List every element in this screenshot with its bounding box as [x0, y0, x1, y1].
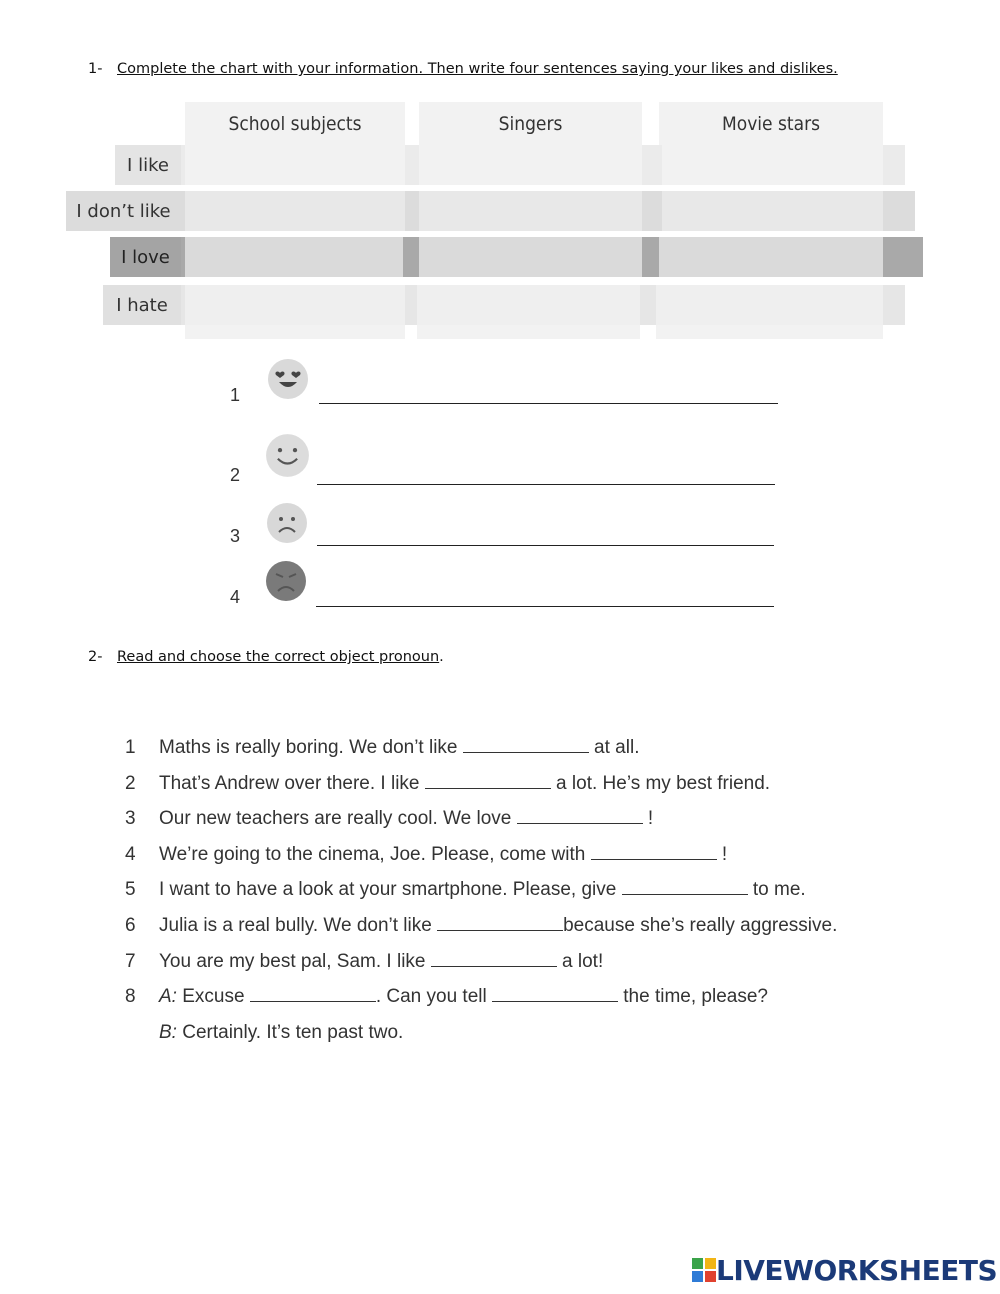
cell-dont-like-movie[interactable] — [662, 191, 883, 231]
sentence-number: 1 — [230, 385, 241, 405]
item-number: 1 — [125, 737, 136, 758]
item-8b: B: Certainly. It’s ten past two. — [159, 1022, 404, 1043]
cell-like-school[interactable] — [185, 145, 405, 185]
frowning-face-icon — [266, 502, 308, 544]
item-6: Julia is a real bully. We don’t like because she’s really aggressive. — [159, 915, 838, 936]
angry-face-icon — [265, 560, 307, 602]
exercise-2-instruction-text: Read and choose the correct object pronoun — [117, 649, 440, 665]
answer-line-2[interactable] — [317, 484, 775, 485]
cell-love-school[interactable] — [185, 237, 403, 277]
exercise-1-instruction: 1- Complete the chart with your information. Then write four sentences saying your likes and dislikes. — [88, 61, 838, 77]
row-label-hate: I hate — [103, 285, 181, 325]
sentence-number: 3 — [230, 526, 241, 546]
column-header-singers: Singers — [419, 102, 642, 146]
sentence-number: 2 — [230, 465, 241, 485]
column-header-movie-stars: Movie stars — [659, 102, 883, 146]
cell-dont-like-school[interactable] — [185, 191, 405, 231]
item-3: Our new teachers are really cool. We love ! — [159, 808, 654, 829]
chart-column-foot — [417, 325, 640, 339]
answer-line-4[interactable] — [316, 606, 774, 607]
blank[interactable] — [517, 808, 643, 824]
speaker-b: B: — [159, 1022, 177, 1043]
item-number: 7 — [125, 951, 136, 972]
item-number: 4 — [125, 844, 136, 865]
row-label-love: I love — [110, 237, 181, 277]
item-5: I want to have a look at your smartphone. Please, give to me. — [159, 879, 806, 900]
speaker-a: A: — [159, 986, 177, 1007]
answer-line-3[interactable] — [317, 545, 774, 546]
cell-hate-movie[interactable] — [656, 285, 883, 325]
blank[interactable] — [437, 915, 563, 931]
cell-hate-school[interactable] — [185, 285, 405, 325]
item-1: Maths is really boring. We don’t like at all. — [159, 737, 640, 758]
cell-hate-singers[interactable] — [417, 285, 640, 325]
item-4: We’re going to the cinema, Joe. Please, come with ! — [159, 844, 728, 865]
chart-column-foot — [656, 325, 883, 339]
smiling-face-icon — [265, 433, 310, 478]
liveworksheets-logo: LIVEWORKSHEETS — [692, 1254, 997, 1286]
cell-dont-like-singers[interactable] — [419, 191, 642, 231]
item-number: 5 — [125, 879, 136, 900]
blank[interactable] — [591, 844, 717, 860]
blank[interactable] — [431, 951, 557, 967]
answer-line-1[interactable] — [319, 403, 778, 404]
blank[interactable] — [492, 986, 618, 1002]
item-number: 2 — [125, 773, 136, 794]
item-number: 8 — [125, 986, 136, 1007]
item-8a: A: Excuse . Can you tell the time, please? — [159, 986, 768, 1007]
item-number: 3 — [125, 808, 136, 829]
blank[interactable] — [425, 773, 551, 789]
blank[interactable] — [250, 986, 376, 1002]
exercise-1-instruction-text: Complete the chart with your information. Then write four sentences saying your likes and dislikes. — [117, 61, 838, 77]
blank[interactable] — [622, 879, 748, 895]
column-header-school-subjects: School subjects — [185, 102, 405, 146]
cell-love-movie[interactable] — [659, 237, 883, 277]
cell-love-singers[interactable] — [419, 237, 642, 277]
cell-like-singers[interactable] — [419, 145, 642, 185]
cell-like-movie[interactable] — [662, 145, 883, 185]
heart-eyes-face-icon — [267, 358, 309, 400]
sentence-number: 4 — [230, 587, 241, 607]
item-2: That’s Andrew over there. I like a lot. He’s my best friend. — [159, 773, 771, 794]
blank[interactable] — [463, 737, 589, 753]
chart-column-foot — [185, 325, 405, 339]
exercise-2-instruction: 2- Read and choose the correct object pronoun. — [88, 649, 444, 665]
item-number: 6 — [125, 915, 136, 936]
row-label-dont-like: I don’t like — [66, 191, 181, 231]
item-7: You are my best pal, Sam. I like a lot! — [159, 951, 604, 972]
row-label-like: I like — [115, 145, 181, 185]
logo-blocks-icon — [692, 1258, 716, 1282]
